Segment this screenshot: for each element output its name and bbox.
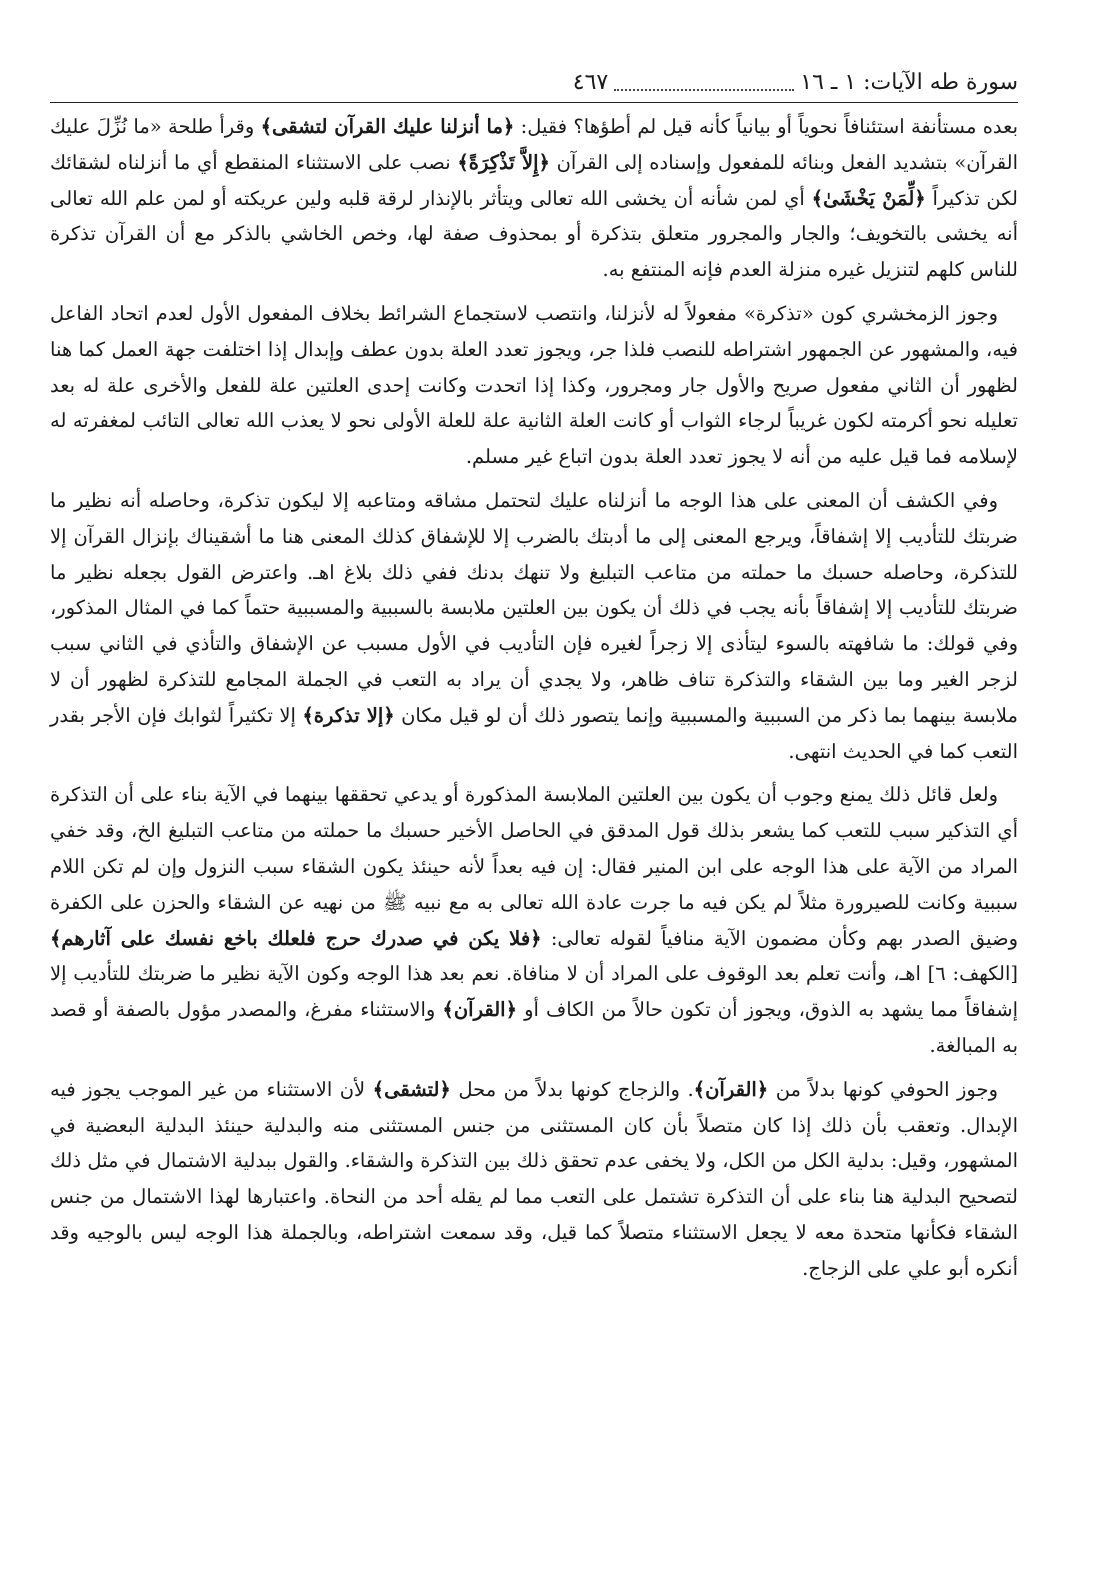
quran-quote: ﴿القرآن﴾ [442, 998, 517, 1022]
running-header [50, 66, 1018, 103]
paragraph [50, 483, 1018, 769]
text-segment: . والزجاج كونها بدلاً من محل [450, 1077, 694, 1101]
text-segment: أي لمن شأنه أن يخشى الله تعالى ويتأثر بالإنذار لرقة قلبه ولين عريكته أو لمن علم الله تعالى أنه يخشى بالتخويف؛ والجار والمجرور متعلق بتذكرة أو بمحذوف صفة لها، وخص الخاشي بالذكر مع أن القرآن تذكرة للناس كلهم لتنزيل غيره منزلة العدم فإنه المنتفع به. [50, 186, 1018, 282]
quran-quote: ﴿إِلاَّ تَذْكِرَةً﴾ [457, 150, 550, 174]
quran-quote: ﴿لِّمَنْ يَخْشَىٰ﴾ [811, 186, 926, 210]
paragraph [50, 109, 1018, 288]
quran-quote: ﴿القرآن﴾ [693, 1077, 769, 1101]
text-segment: وقرأ طلحة «ما نُزِّلَ عليك القرآن» بتشديد الفعل وبنائه للمفعول وإسناده إلى القرآن [50, 115, 1018, 174]
quran-quote: ﴿ما أنزلنا عليك القرآن لتشقى﴾ [260, 115, 515, 138]
text-segment: وجوز الحوفي كونها بدلاً من [768, 1077, 998, 1101]
text-segment: وفي الكشف أن المعنى على هذا الوجه ما أنزلناه عليك لتحتمل مشاقه ومتاعبه إلا ليكون تذكرة، وحاصله أنه نظير ما ضربتك للتأديب إلا إشفاقاً، ويرجع المعنى إلى ما أدبتك بالضرب إلا للإشفاق كذلك المعنى هنا ما أشقيناك بإنزال القرآن إلا للتذكرة، وحاصله حسبك ما حملته من متاعب التبليغ ولا تنهك بدنك ففي ذلك بلاغ اهـ. واعترض القول بجعله نظير ما ضربتك للتأديب إلا إشفاقاً بأنه يجب في ذلك أن يكون بين العلتين ملابسة بالسببية والمسببية حتماً كما في المثال المذكور، وفي قولك: ما شافهته بالسوء ليتأذى إلا زجراً لغيره فإن التأديب في الأول مسبب عن الإشفاق والتأذي في الثاني سبب لزجر الغير وما بين الشقاء والتذكرة تناف ظاهر، ولا يجدي أن يراد به التعب في الجملة المجامع للتذكرة لظهور أن لا ملابسة بينهما بما ذكر من السببية والمسببية وإنما يتصور ذلك أن لو قيل مكان [50, 488, 1018, 727]
text-segment: وجوز الزمخشري كون «تذكرة» مفعولاً له لأنزلنا، وانتصب لاستجماع الشرائط بخلاف المفعول الأول لعدم اتحاد الفاعل فيه، والمشهور عن الجمهور اشتراطه للنصب فلذا جر، ويجوز تعدد العلة بدون عطف وإبدال إذا اختلفت جهة العمل كما هنا لظهور أن الثاني مفعول صريح والأول جار ومجرور، وكذا إذا اتحدت وكانت إحدى العلتين علة للفعل والأخرى علة له بعد تعليله نحو أكرمته لكون غريباً لرجاء الثواب أو كانت العلة الثانية علة للعلة الأولى نحو لا يعذب الله تعالى التائب لمغفرته له لإسلامه فما قيل عليه من أنه لا يجوز تعدد العلة بدون اتباع غير مسلم. [50, 301, 1018, 469]
body-text [50, 109, 1018, 1287]
paragraph [50, 296, 1018, 475]
page [50, 66, 1018, 1295]
text-segment: لأن الاستثناء من غير الموجب يجوز فيه الإبدال. وتعقب بأن ذلك إذا كان متصلاً بأن كان المستثنى من جنس المستثنى منه والبدلية حينئذ البدلية البعضية في المشهور، وقيل: بدلية الكل من الكل، ولا يخفى عدم تحقق ذلك بين التذكرة والشقاء. والقول ببدلية الاشتمال في مثل ذلك لتصحيح البدلية هنا بناء على أن التذكرة تشتمل على التعب مما لم يقله أحد من النحاة. واعتبارها لهذا الاشتمال من جنس الشقاء فكأنها متحدة معه لا يجعل الاستثناء متصلاً كما قيل، وقد سمعت اشتراطه، وبالجملة هذا الوجه ليس بالوجيه وقد أنكره أبو علي على الزجاج. [50, 1077, 1018, 1280]
quran-quote: ﴿فلا يكن في صدرك حرج فلعلك باخع نفسك على آثارهم﴾ [50, 926, 542, 950]
text-segment: بعده مستأنفة استئنافاً نحوياً أو بيانياً كأنه قيل لم أطؤها؟ فقيل: [514, 115, 1018, 138]
quran-quote: ﴿لتشقى﴾ [372, 1077, 451, 1101]
text-segment: ولعل قائل ذلك يمنع وجوب أن يكون بين العلتين الملابسة المذكورة أو يدعي تحققها بينهما في الآية بناء على أن التذكرة أي التذكير سبب للتعب كما يشعر بذلك قول المدقق في الحاصل الأخير حسبك ما حملته من متاعب التبليغ الخ، وقد خفي المراد من الآية على هذا الوجه على ابن المنير فقال: إن فيه بعداً لأنه حينئذ يكون الشقاء سبب النزول وإن لم تكن اللام سببية وكانت للصيرورة مثلاً لم يكن فيه ما جرت عادة الله تعالى به مع نبيه ﷺ من نهيه عن الشقاء والحزن على الكفرة وضيق الصدر بهم وكأن مضمون الآية منافياً لقوله تعالى: [50, 783, 1018, 950]
text-segment: [الكهف: ٦] اهـ، وأنت تعلم بعد الوقوف على المراد أن لا منافاة. نعم بعد هذا الوجه وكون الآية نظير ما ضربتك للتأديب إلا إشفاقاً مما يشهد به الذوق، ويجوز أن تكون حالاً من الكاف أو [50, 962, 1018, 1022]
running-title: سورة طه الآيات: ١ ـ ١٦ [800, 70, 1018, 95]
page-number: ٤٦٧ [572, 70, 609, 95]
paragraph [50, 777, 1018, 1063]
leader-dots [614, 89, 794, 91]
header-left [50, 66, 800, 100]
text-segment: إلا تكثيراً لثوابك فإن الأجر بقدر التعب كما في الحديث انتهى. [50, 703, 1018, 763]
text-segment: والاستثناء مفرغ، والمصدر مؤول بالصفة أو قصد به المبالغة. [50, 998, 1018, 1057]
quran-quote: ﴿إلا تذكرة﴾ [302, 703, 395, 727]
text-segment: نصب على الاستثناء المنقطع أي ما أنزلناه لشقائك لكن تذكيراً [50, 150, 1018, 210]
paragraph [50, 1072, 1018, 1287]
